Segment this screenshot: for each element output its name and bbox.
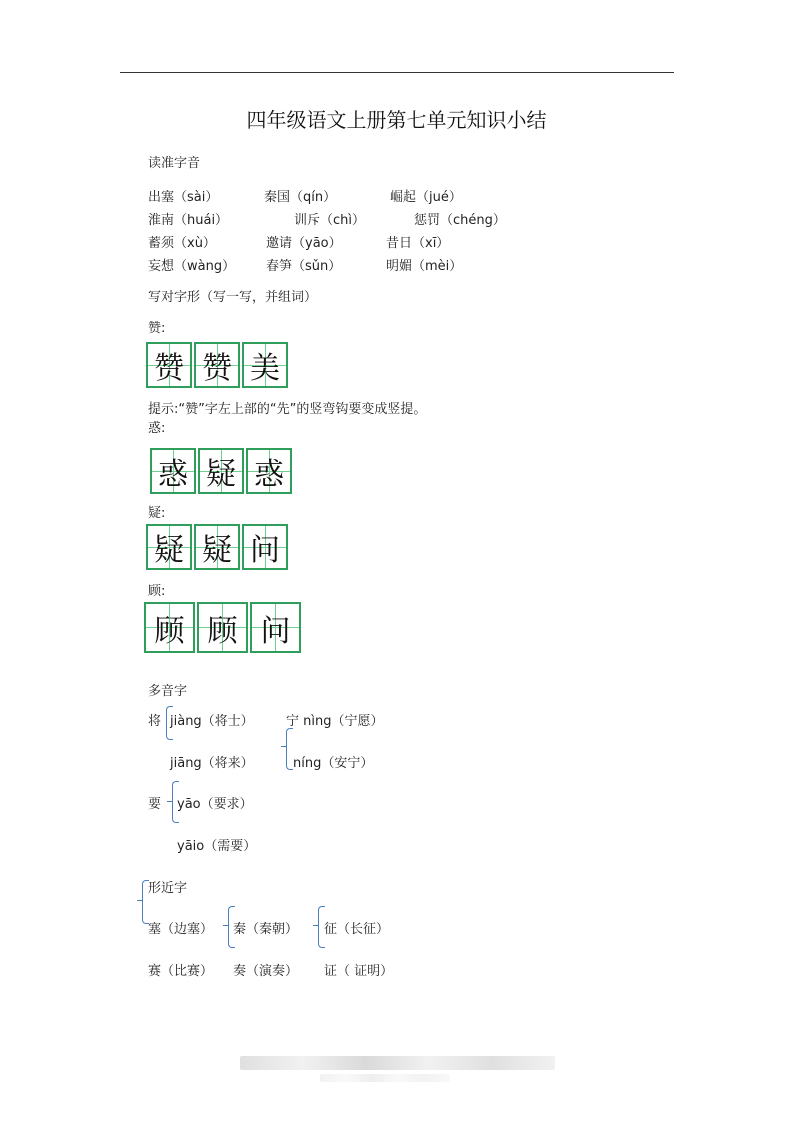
similar-item: 证（ 证明） [324,964,394,979]
poly-reading: yāo（要求） [177,797,253,812]
char-label-huo: 惑: [148,421,166,436]
writing-grid-huo [150,448,294,494]
poly-char-yao: 要 [148,797,162,812]
bracket-tick [281,746,286,747]
poly-reading: jiāng（将来） [170,756,254,771]
pinyin-item: 训斥（chì） [294,213,365,228]
similar-item: 塞（边塞） [148,922,214,937]
header-rule [120,72,674,73]
pinyin-item: 淮南（huái） [148,213,229,228]
pinyin-item: 妄想（wàng） [148,259,236,274]
similar-item: 奏（演奏） [233,964,299,979]
similar-item: 征（长征） [324,922,390,937]
poly-reading: 宁 nìng（宁愿） [286,714,384,729]
pinyin-item: 出塞（sài） [148,190,219,205]
writing-cell: 问 [250,602,301,653]
blurred-watermark [240,1056,555,1070]
poly-char-jiang: 将 [148,714,162,729]
pinyin-item: 秦国（qín） [264,190,337,205]
pinyin-item: 邀请（yāo） [266,236,342,251]
writing-cell: 惑 [246,448,292,494]
writing-cell: 赞 [146,342,192,388]
section-read: 读准字音 [148,156,201,171]
writing-grid-gu [144,602,303,653]
writing-cell: 疑 [146,524,192,570]
writing-cell: 疑 [194,524,240,570]
pinyin-item: 春笋（sǔn） [266,259,342,274]
writing-cell: 惑 [150,448,196,494]
writing-grid-yi [146,524,290,570]
pinyin-item: 昔日（xī） [386,236,450,251]
page-title: 四年级语文上册第七单元知识小结 [246,108,547,132]
bracket-tick [313,925,318,926]
pinyin-item: 惩罚（chéng） [414,213,506,228]
bracket-tick [223,925,228,926]
writing-cell: 顾 [197,602,248,653]
pinyin-item: 明媚（mèi） [386,259,463,274]
blurred-watermark [320,1074,450,1082]
section-write: 写对字形（写一写，并组词） [148,290,318,305]
char-label-yi: 疑: [148,506,166,521]
writing-cell: 问 [242,524,288,570]
writing-grid-zan [146,342,290,388]
similar-item: 赛（比赛） [148,964,214,979]
writing-cell: 赞 [194,342,240,388]
bracket-tick [137,900,142,901]
writing-cell: 顾 [144,602,195,653]
section-similar: 形近字 [148,881,188,896]
writing-cell: 美 [242,342,288,388]
poly-reading: jiàng（将士） [170,714,254,729]
section-poly: 多音字 [148,684,188,699]
pinyin-item: 崛起（jué） [390,190,462,205]
char-label-zan: 赞: [148,321,166,336]
poly-reading: yāio（需要） [177,839,257,854]
writing-cell: 疑 [198,448,244,494]
pinyin-item: 蓄须（xù） [148,236,216,251]
poly-reading: níng（安宁） [293,756,374,771]
similar-item: 秦（秦朝） [233,922,299,937]
bracket-tick [167,801,172,802]
bracket [286,728,293,770]
char-label-gu: 顾: [148,584,166,599]
tip-text: 提示:“赞”字左上部的“先”的竖弯钩要变成竖提。 [148,402,427,417]
